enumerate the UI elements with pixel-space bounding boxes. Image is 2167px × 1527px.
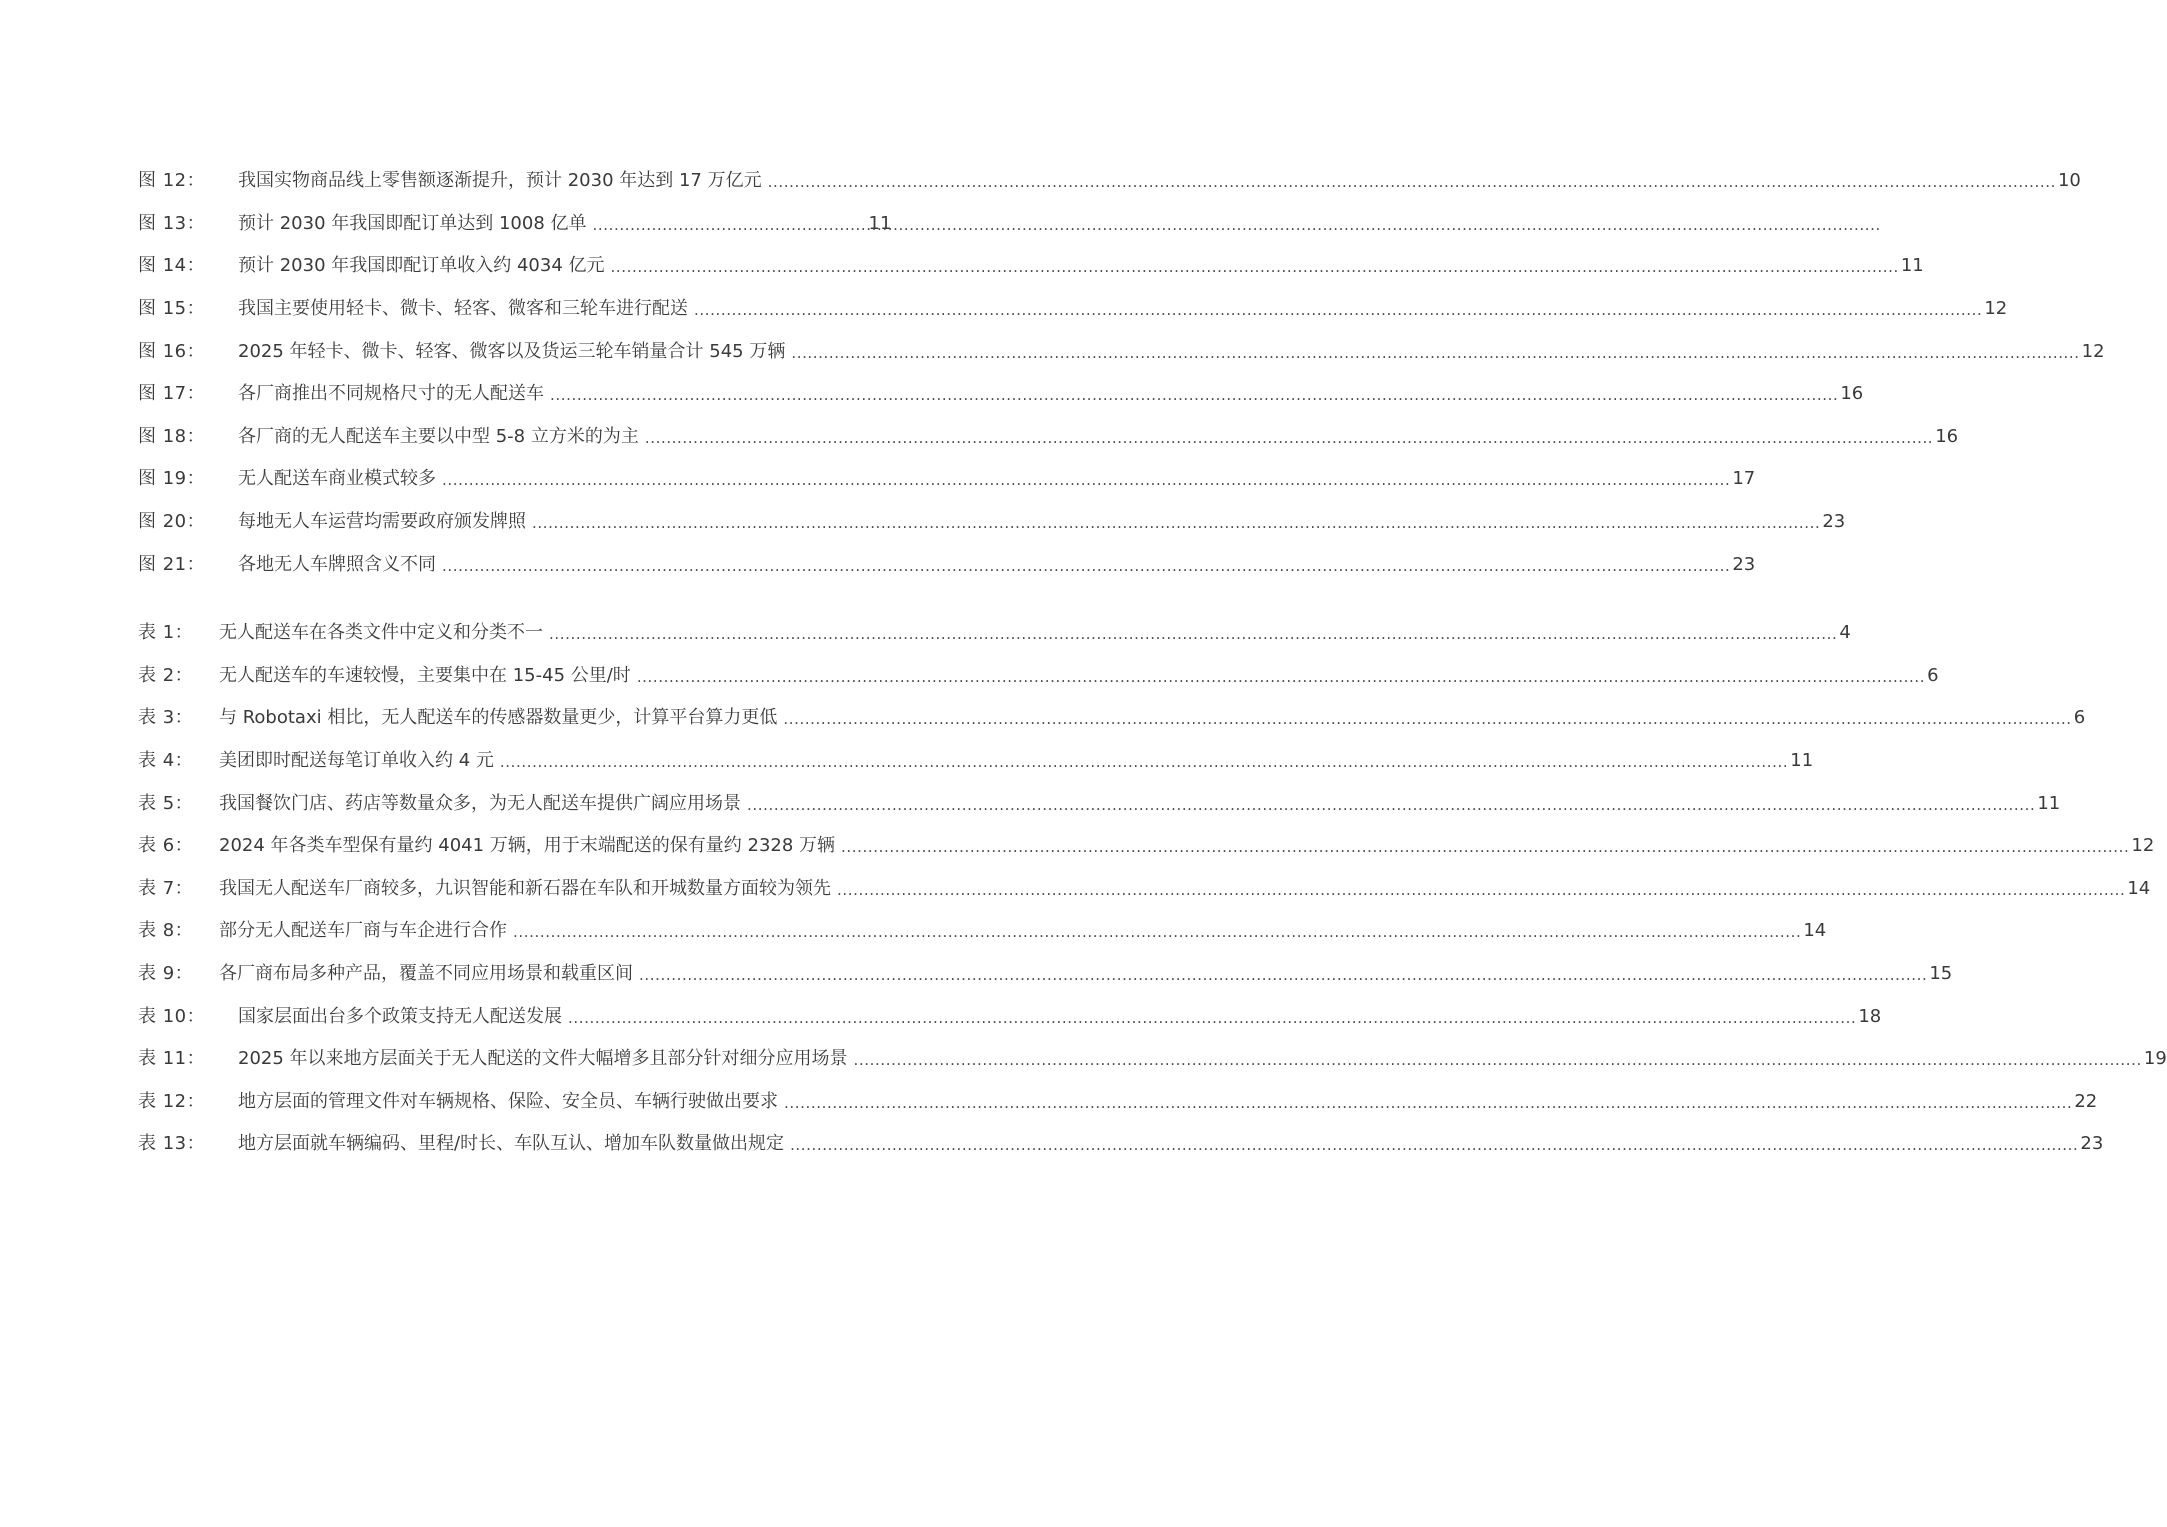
- entry-title: 预计 2030 年我国即配订单达到 1008 亿单: [238, 212, 587, 234]
- entry-label: 表 6：: [138, 835, 194, 857]
- entry-label: 图 21：: [138, 553, 206, 575]
- dot-leader: [500, 741, 1788, 783]
- toc-entry-table[interactable]: [138, 697, 2086, 740]
- entry-title: 地方层面就车辆编码、里程/时长、车队互认、增加车队数量做出规定: [238, 1133, 785, 1155]
- entry-page-number: 16: [1840, 383, 1864, 405]
- entry-label: 图 18：: [138, 425, 206, 447]
- toc-entry-table[interactable]: [138, 655, 1939, 698]
- entry-title: 各厂商推出不同规格尺寸的无人配送车: [238, 383, 544, 405]
- entry-label: 表 8：: [138, 920, 194, 942]
- entry-label: 图 19：: [138, 468, 206, 490]
- entry-title: 无人配送车在各类文件中定义和分类不一: [219, 622, 543, 644]
- toc-entry-table[interactable]: [138, 1081, 2098, 1124]
- entry-page-number: 17: [1732, 468, 1756, 490]
- entry-page-number: 23: [1822, 511, 1846, 533]
- dot-leader: [442, 459, 1730, 501]
- entry-title: 各厂商布局多种产品，覆盖不同应用场景和载重区间: [219, 963, 633, 985]
- toc-entry-figure[interactable]: [138, 245, 1924, 288]
- entry-label: 图 17：: [138, 383, 206, 405]
- toc-entry-table[interactable]: [138, 1038, 2167, 1081]
- toc-entry-table[interactable]: [138, 910, 1827, 953]
- dot-leader: [550, 374, 1838, 416]
- toc-entry-figure[interactable]: [138, 458, 1756, 501]
- entry-label: 图 14：: [138, 255, 206, 277]
- dot-leader: [639, 954, 1927, 996]
- entry-page-number: 23: [1732, 553, 1756, 575]
- toc-entry-table[interactable]: [138, 953, 1953, 996]
- entry-title: 预计 2030 年我国即配订单收入约 4034 亿元: [238, 255, 605, 277]
- entry-title: 各厂商的无人配送车主要以中型 5-8 立方米的为主: [238, 425, 639, 447]
- toc-entry-table[interactable]: [138, 995, 1882, 1038]
- entry-label: 表 13：: [138, 1133, 206, 1155]
- dot-leader: [694, 289, 1982, 331]
- dot-leader: [783, 698, 2071, 740]
- toc-entry-figure[interactable]: [138, 373, 1864, 416]
- entry-title: 各地无人车牌照含义不同: [238, 553, 436, 575]
- entry-page-number: 12: [1984, 298, 2008, 320]
- dot-leader: [532, 502, 1820, 544]
- entry-label: 表 2：: [138, 664, 194, 686]
- entry-label: 表 1：: [138, 622, 194, 644]
- entry-title: 2025 年以来地方层面关于无人配送的文件大幅增多且部分针对细分应用场景: [238, 1048, 848, 1070]
- entry-page-number: 16: [1935, 425, 1959, 447]
- dot-leader: [513, 911, 1801, 953]
- entry-label: 表 5：: [138, 792, 194, 814]
- toc-entry-figure[interactable]: [138, 543, 1756, 586]
- entry-page-number: 11: [1790, 750, 1814, 772]
- entry-page-number: 6: [2073, 707, 2086, 729]
- entry-label: 图 12：: [138, 170, 206, 192]
- dot-leader: [637, 656, 1925, 698]
- entry-title: 2025 年轻卡、微卡、轻客、微客以及货运三轮车销量合计 545 万辆: [238, 340, 786, 362]
- entry-label: 表 12：: [138, 1090, 206, 1112]
- dot-leader: [593, 204, 867, 246]
- entry-title: 美团即时配送每笔订单收入约 4 元: [219, 750, 494, 772]
- entry-title: 每地无人车运营均需要政府颁发牌照: [238, 511, 526, 533]
- entry-label: 表 4：: [138, 750, 194, 772]
- entry-label: 表 9：: [138, 963, 194, 985]
- dot-leader: [841, 826, 2129, 868]
- toc-entry-figure[interactable]: [138, 288, 2008, 331]
- table-list: [138, 612, 2167, 1166]
- toc-entry-table[interactable]: [138, 612, 1851, 655]
- entry-page-number: 12: [2081, 340, 2105, 362]
- toc-entry-figure[interactable]: [138, 501, 1846, 544]
- toc-entry-table[interactable]: [138, 1123, 2104, 1166]
- toc-entry-table[interactable]: [138, 782, 2061, 825]
- entry-title: 国家层面出台多个政策支持无人配送发展: [238, 1005, 562, 1027]
- toc-entry-figure[interactable]: [138, 330, 2105, 373]
- dot-leader: [854, 1039, 2142, 1081]
- entry-page-number: 18: [1858, 1005, 1882, 1027]
- entry-title: 地方层面的管理文件对车辆规格、保险、安全员、车辆行驶做出要求: [238, 1090, 778, 1112]
- entry-page-number: 22: [2074, 1090, 2098, 1112]
- entry-title: 我国实物商品线上零售额逐渐提升，预计 2030 年达到 17 万亿元: [238, 170, 762, 192]
- entry-label: 图 15：: [138, 298, 206, 320]
- dot-leader: [747, 784, 2035, 826]
- toc-entry-table[interactable]: [138, 740, 1814, 783]
- entry-page-number: 19: [2143, 1048, 2167, 1070]
- toc-entry-table[interactable]: [138, 868, 2151, 911]
- figure-list: [138, 160, 2105, 586]
- entry-label: 表 11：: [138, 1048, 206, 1070]
- entry-title: 2024 年各类车型保有量约 4041 万辆，用于末端配送的保有量约 2328 万辆: [219, 835, 836, 857]
- entry-page-number: 23: [2080, 1133, 2104, 1155]
- entry-title: 无人配送车的车速较慢，主要集中在 15-45 公里/时: [219, 664, 631, 686]
- dot-leader: [568, 997, 1856, 1039]
- entry-label: 表 3：: [138, 707, 194, 729]
- entry-label: 表 10：: [138, 1005, 206, 1027]
- entry-page-number: 12: [2131, 835, 2155, 857]
- entry-page-number: 11: [2037, 792, 2061, 814]
- entry-label: 表 7：: [138, 877, 194, 899]
- toc-entry-figure[interactable]: [138, 203, 972, 246]
- dot-leader: [784, 1082, 2072, 1124]
- entry-label: 图 20：: [138, 511, 206, 533]
- entry-title: 我国无人配送车厂商较多，九识智能和新石器在车队和开城数量方面较为领先: [219, 877, 831, 899]
- entry-title: 与 Robotaxi 相比，无人配送车的传感器数量更少，计算平台算力更低: [219, 707, 778, 729]
- entry-page-number: 11: [868, 212, 892, 234]
- dot-leader: [442, 545, 1730, 587]
- dot-leader: [645, 417, 1933, 459]
- toc-entry-figure[interactable]: [138, 416, 1959, 459]
- entry-page-number: 14: [1803, 920, 1827, 942]
- dot-leader: [790, 1124, 2078, 1166]
- entry-label: 图 13：: [138, 212, 206, 234]
- entry-page-number: 11: [1900, 255, 1924, 277]
- entry-page-number: 15: [1929, 963, 1953, 985]
- entry-title: 部分无人配送车厂商与车企进行合作: [219, 920, 507, 942]
- dot-leader: [549, 613, 1837, 655]
- dot-leader: [611, 246, 1899, 288]
- dot-leader: [768, 161, 2056, 203]
- entry-page-number: 6: [1927, 664, 1939, 686]
- entry-title: 我国餐饮门店、药店等数量众多，为无人配送车提供广阔应用场景: [219, 792, 741, 814]
- entry-title: 无人配送车商业模式较多: [238, 468, 436, 490]
- entry-page-number: 14: [2127, 877, 2151, 899]
- toc-entry-table[interactable]: [138, 825, 2155, 868]
- entry-page-number: 10: [2057, 170, 2081, 192]
- entry-title: 我国主要使用轻卡、微卡、轻客、微客和三轮车进行配送: [238, 298, 688, 320]
- dot-leader: [791, 332, 2079, 374]
- entry-page-number: 4: [1839, 622, 1851, 644]
- dot-leader: [837, 869, 2125, 911]
- toc-entry-figure[interactable]: [138, 160, 2081, 203]
- entry-label: 图 16：: [138, 340, 206, 362]
